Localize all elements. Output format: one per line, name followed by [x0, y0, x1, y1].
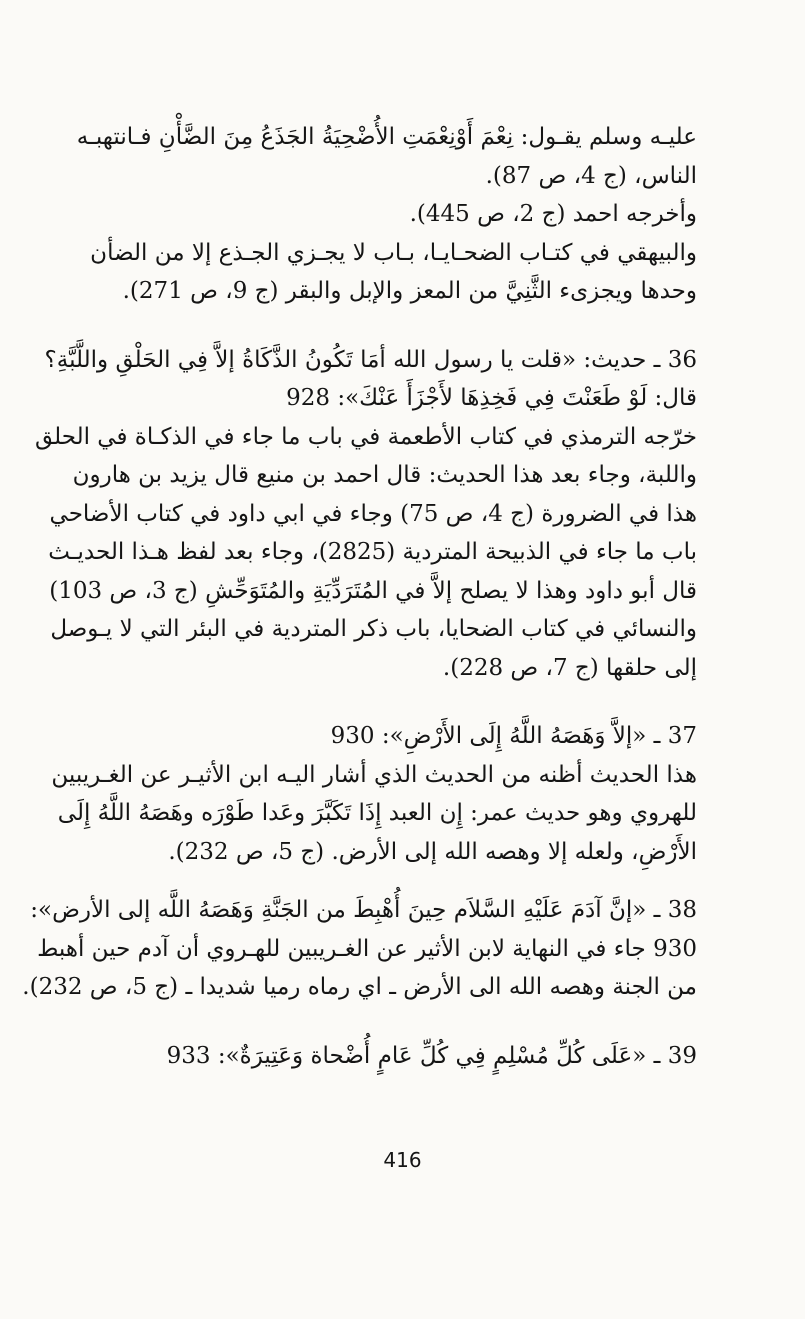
text-line: من الجنة وهصه الله الى الأرض ـ اي رماه رميا شديدا ـ (ج 5، ص 232).	[22, 974, 697, 1000]
text-block-continuation	[50, 118, 697, 311]
text-line: 38 ـ «إنَّ آدَمَ عَلَيْهِ السَّلاَم حِينَ أُهْبِطَ من الجَنَّةِ وَهَصَهُ اللَّه إلى الأرض»:	[30, 897, 697, 923]
text-line: والنسائي في كتاب الضحايا، باب ذكر المتردية في البئر التي لا يـوصل	[50, 616, 697, 642]
page-number: 416	[383, 1148, 422, 1172]
spacer	[50, 311, 697, 341]
text-line: 36 ـ حديث: «قلت يا رسول الله أمَا تَكُونُ الذَّكَاةُ إلاَّ فِي الحَلْقِ واللَّبَّةِ؟	[44, 346, 697, 373]
text-line: هذا في الضرورة (ج 4، ص 75) وجاء في ابي داود في كتاب الأضاحي	[49, 500, 697, 527]
spacer	[50, 687, 697, 717]
text-line: 37 ـ «إلاَّ وَهَصَهُ اللَّهُ إِلَى الأَرْضِ»: 930	[330, 723, 697, 749]
text-line: إلى حلقها (ج 7، ص 228).	[442, 654, 697, 681]
text-line: واللبة، وجاء بعد هذا الحديث: قال احمد بن منيع قال يزيد بن هارون	[72, 462, 697, 488]
text-line: وحدها ويجزىء الثَّنِيَّ من المعز والإبل والبقر (ج 9، ص 271).	[122, 278, 697, 304]
page-body	[22, 118, 697, 1075]
text-line: وأخرجه احمد (ج 2، ص 445).	[409, 201, 697, 227]
text-line: 39 ـ «عَلَى كُلِّ مُسْلِمٍ فِي كُلِّ عَامٍ أُضْحاة وَعَتِيرَةٌ»: 933	[166, 1042, 697, 1069]
text-line: للهروي وهو حديث عمر: إِن العبد إِذَا تَكَبَّرَ وعَدا طَوْرَه وهَصَهُ اللَّهُ إِلَى	[57, 800, 697, 826]
hadith-entry-37	[50, 717, 697, 871]
hadith-entry-38	[22, 891, 697, 1007]
text-line: 930 جاء في النهاية لابن الأثير عن الغـريبين للهـروي أن آدم حين أهبط	[37, 935, 697, 962]
text-line: باب ما جاء في الذبيحة المتردية (2825)، وجاء بعد لفظ هـذا الحديـث	[48, 539, 697, 565]
text-line: عليـه وسلم يقـول: نِعْمَ أَوْنِعْمَتِ الأُضْحِيَةُ الجَذَعُ مِنَ الضَّأْنِ فـانتهبـه	[76, 124, 697, 150]
text-line: والبيهقي في كتـاب الضحـايـا، بـاب لا يجـزي الجـذع إلا من الضأن	[90, 239, 697, 266]
text-line: الأَرْضِ، ولعله إلا وهصه الله إلى الأرض. (ج 5، ص 232).	[168, 838, 697, 865]
hadith-entry-36	[34, 341, 697, 688]
text-line: خرّجه الترمذي في كتاب الأطعمة في باب ما جاء في الذكـاة في الحلق	[34, 423, 697, 450]
text-line: قال أبو داود وهذا لا يصلح إلاَّ في المُتَرَدِّيَةِ والمُتَوَحِّشِ (ج 3، ص 103)	[49, 577, 697, 604]
text-line: قال: لَوْ طَعَنْتَ فِي فَخِذِهَا لأَجْزَأَ عَنْكَ»: 928	[286, 385, 697, 411]
hadith-entry-39	[50, 1037, 697, 1076]
spacer	[50, 1007, 697, 1037]
text-line: الناس، (ج 4، ص 87).	[485, 162, 697, 189]
spacer	[50, 871, 697, 891]
text-line: هذا الحديث أظنه من الحديث الذي أشار اليـه ابن الأثيـر عن الغـريبين	[51, 761, 697, 788]
